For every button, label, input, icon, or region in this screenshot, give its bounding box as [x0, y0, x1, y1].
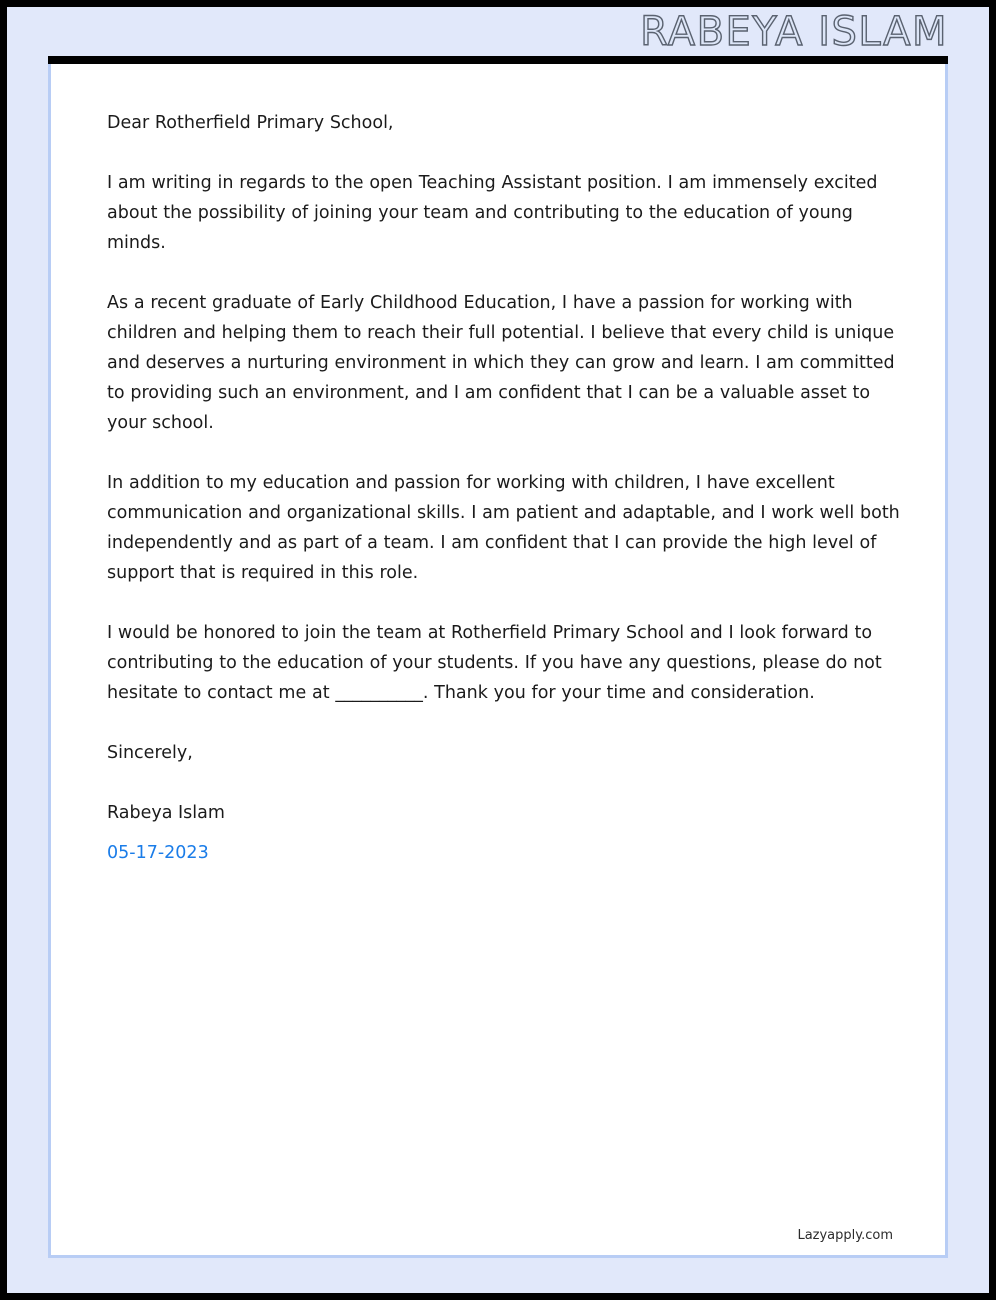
signer-name: Rabeya Islam: [107, 803, 225, 823]
signature-block: [107, 738, 907, 868]
header-divider: [48, 56, 948, 64]
letter-paragraph: I would be honored to join the team at Rotherfield Primary School and I look forward to contributing to the education of your students. If you have any questions, please do not hesitate to contact me at __________. Thank you for your time and consideration.: [107, 623, 888, 703]
letter-paragraph: I am writing in regards to the open Teaching Assistant position. I am immensely excited about the possibility of joining your team and contributing to the education of young minds.: [107, 173, 884, 253]
footer-watermark: Lazyapply.com: [797, 1228, 893, 1243]
letter-card: [48, 64, 948, 1258]
letter-body: [107, 108, 907, 868]
letter-header: [7, 7, 989, 56]
page-title: RABEYA ISLAM: [640, 8, 948, 55]
resume-page: [7, 7, 989, 1293]
salutation: Dear Rotherfield Primary School,: [107, 113, 394, 133]
letter-paragraph: In addition to my education and passion for working with children, I have excellent communication and organizational skills. I am patient and adaptable, and I work well both independently and as part of a team. I am confident that I can provide the high level of support that is required in this role.: [107, 473, 906, 583]
letter-date: 05-17-2023: [107, 843, 209, 863]
letter-paragraph: As a recent graduate of Early Childhood Education, I have a passion for working with children and helping them to reach their full potential. I believe that every child is unique and deserves a nurturing environment in which they can grow and learn. I am committed to providing such an environment, and I am confident that I can be a valuable asset to your school.: [107, 293, 901, 433]
closing-line: Sincerely,: [107, 743, 193, 763]
